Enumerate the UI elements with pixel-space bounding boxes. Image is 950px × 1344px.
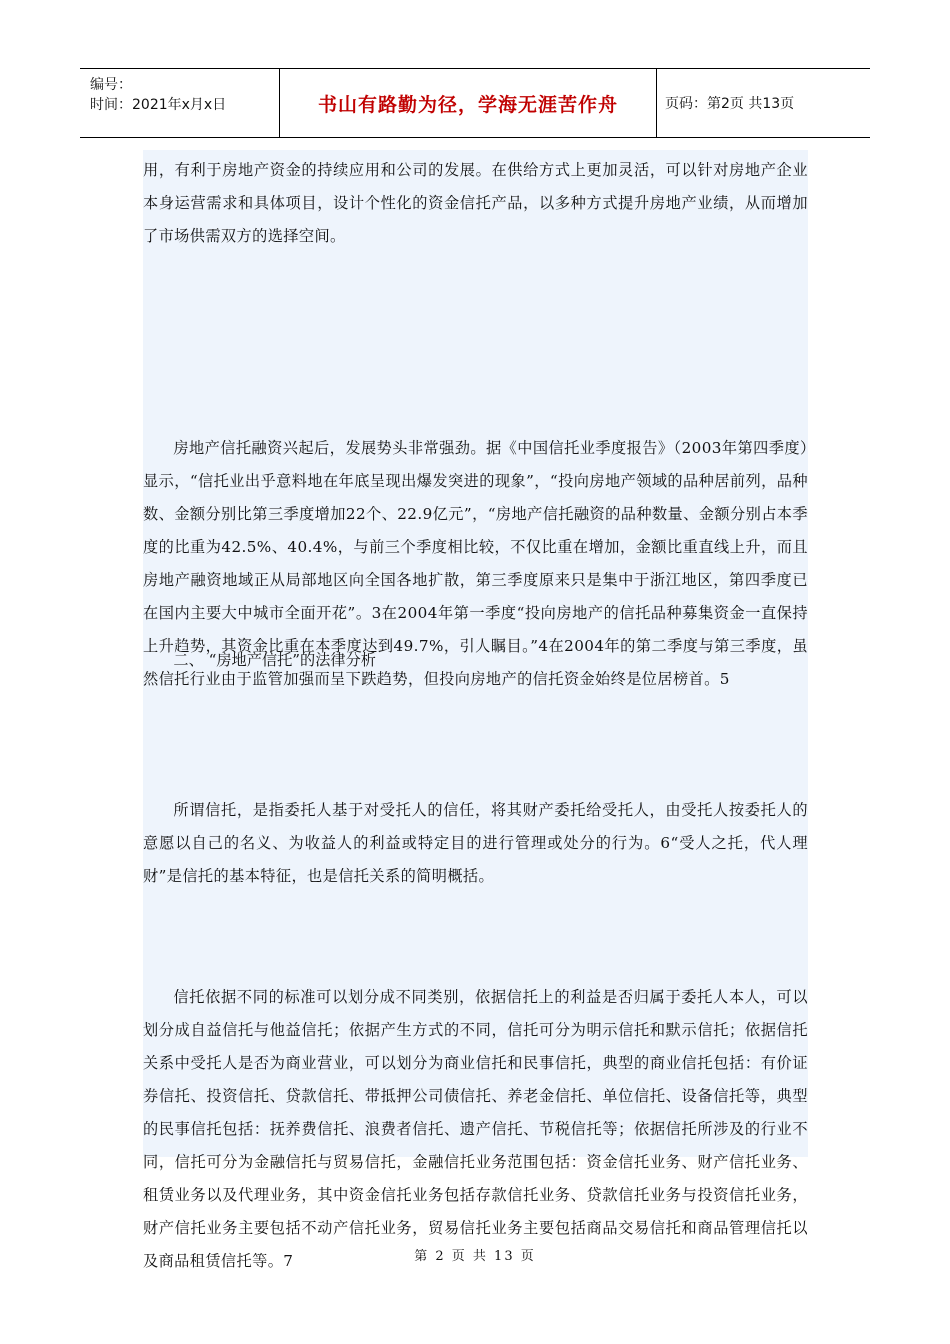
paragraph-4: 信托依据不同的标准可以划分成不同类别，依据信托上的利益是否归属于委托人本人，可以划分成自益信托与他益信托；依据产生方式的不同，信托可分为明示信托和默示信托；依据信托关系中受托人是否为商业营业，可以划分为商业信托和民事信托，典型的商业信托包括：有价证券信托、投资信托、贷款信托、带抵押公司债信托、养老金信托、单位信托、设备信托等，典型的民事信托包括：抚养费信托、浪费者信托、遗产信托、节税信托等；依据信托所涉及的行业不同，信托可分为金融信托与贸易信托，金融信托业务范围包括：资金信托业务、财产信托业务、租赁业务以及代理业务，其中资金信托业务包括存款信托业务、贷款信托业务与投资信托业务，财产信托业务主要包括不动产信托业务，贸易信托业务主要包括商品交易信托和商品管理信托以及商品租赁信托等。7 <box>143 988 808 1270</box>
paragraph-1: 用，有利于房地产资金的持续应用和公司的发展。在供给方式上更加灵活，可以针对房地产企业本身运营需求和具体项目，设计个性化的资金信托产品，以多种方式提升房地产业绩，从而增加了市场供需双方的选择空间。 <box>143 161 808 245</box>
header-page-label: 页码：第2页 共13页 <box>665 96 795 112</box>
paragraph-2: 房地产信托融资兴起后，发展势头非常强劲。据《中国信托业季度报告》（2003年第四季度）显示，“信托业出乎意料地在年底呈现出爆发突进的现象”，“投向房地产领域的品种居前列，品种数、金额分别比第三季度增加22个、22.9亿元”，“房地产信托融资的品种数量、金额分别占本季度的比重为42.5%、40.4%，与前三个季度相比较，不仅比重在增加，金额比重直线上升，而且房地产融资地域正从局部地区向全国各地扩散，第三季度原来只是集中于浙江地区，第四季度已在国内主要大中城市全面开花”。3在2004年第一季度“投向房地产的信托品种募集资金一直保持上升趋势，其资金比重在本季度达到49.7%，引人瞩目。”4在2004年的第二季度与第三季度，虽然信托行业由于监管加强而呈下跌趋势，但投向房地产的信托资金始终是位居榜首。5 <box>143 439 808 688</box>
page-footer: 第 2 页 共 13 页 <box>414 1249 536 1264</box>
page-header <box>80 68 870 138</box>
header-meta <box>80 69 280 137</box>
number-label: 编号： <box>90 77 132 93</box>
paragraph-3: 所谓信托，是指委托人基于对受托人的信任，将其财产委托给受托人，由受托人按委托人的意愿以自己的名义、为收益人的利益或特定目的进行管理或处分的行为。6“受人之托，代人理财”是信托的基本特征，也是信托关系的简明概括。 <box>143 801 808 885</box>
header-motto: 书山有路勤为径，学海无涯苦作舟 <box>280 69 657 137</box>
date-label: 时间：2021年x月x日 <box>90 97 227 113</box>
section-heading: 二、 “房地产信托”的法律分析 <box>173 651 376 669</box>
